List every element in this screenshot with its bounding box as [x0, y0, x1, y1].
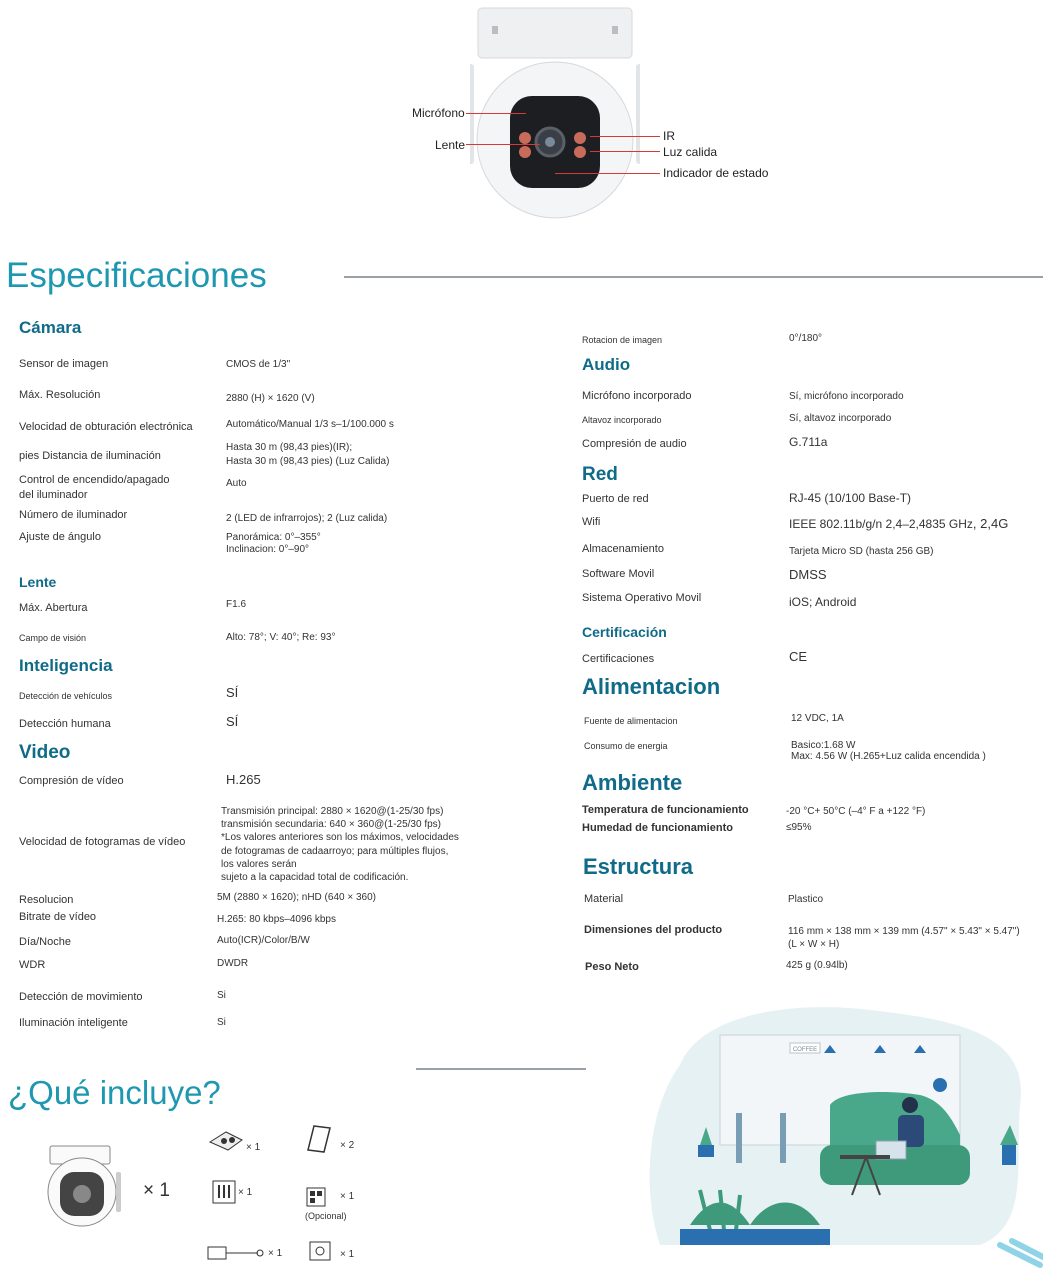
label-dimensiones: Dimensiones del producto [584, 924, 723, 936]
section-inteligencia: Inteligencia [19, 656, 113, 675]
value-certificaciones: CE [789, 649, 808, 664]
value-obturacion: Automático/Manual 1/3 s–1/100.000 s [226, 419, 394, 430]
qty-item-3: × 1 [238, 1187, 253, 1198]
callout-microfono: Micrófono [412, 106, 465, 120]
value-iluminacion-inteligente: Si [217, 1017, 226, 1028]
callout-ir: IR [663, 129, 675, 143]
section-red: Red [582, 464, 618, 485]
value-microfono: Sí, micrófono incorporado [789, 391, 904, 402]
value-dimensiones-2: (L × W × H) [788, 939, 840, 950]
qty-item-4: × 1 [340, 1191, 355, 1202]
power-adapter-icon [206, 1243, 266, 1263]
label-wifi: Wifi [582, 516, 601, 528]
label-control-1: Control de encendido/apagado [19, 474, 170, 486]
label-rotacion: Rotacion de imagen [582, 335, 663, 345]
value-angulo-1: Panorámica: 0°–355° [226, 532, 321, 543]
qty-camera: × 1 [143, 1180, 170, 1201]
screws-pack-icon [208, 1128, 244, 1154]
value-distancia-1: Hasta 30 m (98,43 pies)(IR); [226, 442, 353, 453]
includes-title: ¿Qué incluye? [8, 1074, 221, 1111]
label-obturacion: Velocidad de obturación electrónica [19, 421, 193, 433]
value-movimiento: Si [217, 990, 226, 1001]
value-temperatura: -20 °C+ 50°C (–4° F a +122 °F) [786, 806, 926, 817]
value-fps-3: *Los valores anteriores son los máximos, velocidades [221, 832, 459, 843]
label-dia-noche: Día/Noche [19, 936, 71, 948]
label-compresion-audio: Compresión de audio [582, 438, 687, 450]
value-wifi [789, 517, 1008, 531]
value-humana: SÍ [226, 714, 239, 729]
label-resolucion: Máx. Resolución [19, 389, 101, 401]
label-material: Material [584, 893, 624, 905]
value-dia-noche: Auto(ICR)/Color/B/W [217, 935, 310, 946]
anchors-pack-icon [210, 1178, 238, 1206]
value-almacenamiento: Tarjeta Micro SD (hasta 256 GB) [789, 546, 934, 557]
quick-guide-icon [305, 1186, 327, 1208]
label-resolucion-video: Resolucion [19, 894, 74, 906]
label-iluminacion-inteligente: Iluminación inteligente [19, 1017, 128, 1029]
section-camara: Cámara [19, 318, 82, 337]
value-software: DMSS [789, 567, 827, 582]
optional-note: (Opcional) [305, 1211, 347, 1221]
label-sensor: Sensor de imagen [19, 358, 109, 370]
label-software: Software Movil [582, 568, 655, 580]
value-puerto: RJ-45 (10/100 Base-T) [789, 491, 912, 505]
label-temperatura: Temperatura de funcionamiento [582, 804, 749, 816]
value-fps-5: los valores serán [221, 859, 297, 870]
label-almacenamiento: Almacenamiento [582, 543, 664, 555]
specs-title: Especificaciones [6, 256, 267, 295]
cafe-illustration [640, 995, 1043, 1271]
label-bitrate: Bitrate de vídeo [19, 911, 97, 923]
coffee-sign: COFFEE [792, 1047, 818, 1053]
includes-divider [416, 1068, 586, 1070]
value-rotacion: 0°/180° [789, 333, 823, 344]
value-consumo-2: Max: 4.56 W (H.265+Luz calida encendida ) [791, 751, 986, 762]
label-certificaciones: Certificaciones [582, 653, 655, 665]
value-distancia-2: Hasta 30 m (98,43 pies) (Luz Calida) [226, 456, 390, 467]
label-angulo: Ajuste de ángulo [19, 531, 101, 543]
value-sensor: CMOS de 1/3" [226, 359, 291, 370]
value-wdr: DWDR [217, 958, 249, 969]
section-ambiente: Ambiente [582, 770, 683, 795]
value-sistema: iOS; Android [789, 595, 857, 609]
value-control: Auto [226, 478, 247, 489]
label-movimiento: Detección de movimiento [19, 991, 143, 1003]
label-peso: Peso Neto [585, 961, 639, 973]
callout-luz-calida: Luz calida [663, 145, 718, 159]
value-abertura: F1.6 [226, 599, 247, 610]
qty-item-5: × 1 [268, 1248, 283, 1259]
label-fuente: Fuente de alimentacion [584, 716, 678, 726]
label-consumo: Consumo de energia [584, 741, 668, 751]
value-humedad: ≤95% [786, 822, 812, 833]
qty-item-2: × 2 [340, 1140, 355, 1151]
section-video: Video [19, 742, 71, 763]
label-num-iluminador: Número de iluminador [19, 509, 128, 521]
label-distancia: pies Distancia de iluminación [19, 450, 161, 462]
label-sistema: Sistema Operativo Movil [582, 592, 702, 604]
value-wifi-short: , 2,4G [972, 516, 1009, 531]
section-lente: Lente [19, 574, 57, 590]
value-altavoz: Sí, altavoz incorporado [789, 413, 892, 424]
label-vehiculos: Detección de vehículos [19, 691, 113, 701]
sticker-template-icon [306, 1124, 332, 1154]
label-campo: Campo de visión [19, 633, 87, 643]
specs-divider [344, 276, 1043, 278]
qty-item-1: × 1 [246, 1142, 261, 1153]
qty-item-6: × 1 [340, 1249, 355, 1260]
value-dimensiones-1: 116 mm × 138 mm × 139 mm (4.57" × 5.43" × 5.47") [788, 926, 1020, 937]
label-humedad: Humedad de funcionamiento [582, 822, 733, 834]
section-alimentacion: Alimentacion [582, 674, 721, 699]
label-humana: Detección humana [19, 718, 111, 730]
value-fps-6: sujeto a la capacidad total de codificación. [221, 872, 409, 883]
label-compresion-video: Compresión de vídeo [19, 775, 124, 787]
value-num-iluminador: 2 (LED de infrarrojos); 2 (Luz calida) [226, 513, 388, 524]
section-estructura: Estructura [583, 854, 694, 879]
label-control-2: del iluminador [19, 489, 88, 501]
value-resolucion-video: 5M (2880 × 1620); nHD (640 × 360) [217, 892, 376, 903]
value-material: Plastico [788, 894, 824, 905]
value-angulo-2: Inclinacion: 0°–90° [226, 544, 310, 555]
callout-indicador: Indicador de estado [663, 166, 769, 180]
value-fuente: 12 VDC, 1A [791, 713, 844, 724]
value-fps-2: transmisión secundaria: 640 × 360@(1-25/30 fps) [221, 819, 441, 830]
value-fps-4: de fotogramas de cadaarroyo; para múltiples flujos, [221, 846, 449, 857]
value-campo: Alto: 78°; V: 40°; Re: 93° [226, 632, 336, 643]
label-puerto: Puerto de red [582, 493, 649, 505]
value-fps-1: Transmisión principal: 2880 × 1620@(1-25/30 fps) [221, 806, 444, 817]
camera-product-image [470, 0, 640, 220]
value-wifi-band: IEEE 802.11b/g/n 2,4–2,4835 GHz [789, 517, 973, 531]
callout-lente: Lente [435, 138, 466, 152]
camera-included-icon [44, 1142, 124, 1230]
value-vehiculos: SÍ [226, 685, 239, 700]
section-certificacion: Certificación [582, 624, 667, 640]
value-compresion-video: H.265 [226, 772, 261, 787]
label-fps: Velocidad de fotogramas de vídeo [19, 836, 186, 848]
label-altavoz: Altavoz incorporado [582, 415, 662, 425]
value-compresion-audio: G.711a [789, 435, 828, 449]
section-audio: Audio [582, 355, 631, 374]
value-bitrate: H.265: 80 kbps–4096 kbps [217, 914, 336, 925]
label-abertura: Máx. Abertura [19, 602, 88, 614]
value-peso: 425 g (0.94lb) [786, 960, 848, 971]
value-resolucion: 2880 (H) × 1620 (V) [226, 393, 315, 404]
waterproof-kit-icon [308, 1240, 332, 1262]
value-consumo-1: Basico:1.68 W [791, 740, 856, 751]
label-wdr: WDR [19, 959, 46, 971]
label-microfono: Micrófono incorporado [582, 390, 692, 402]
